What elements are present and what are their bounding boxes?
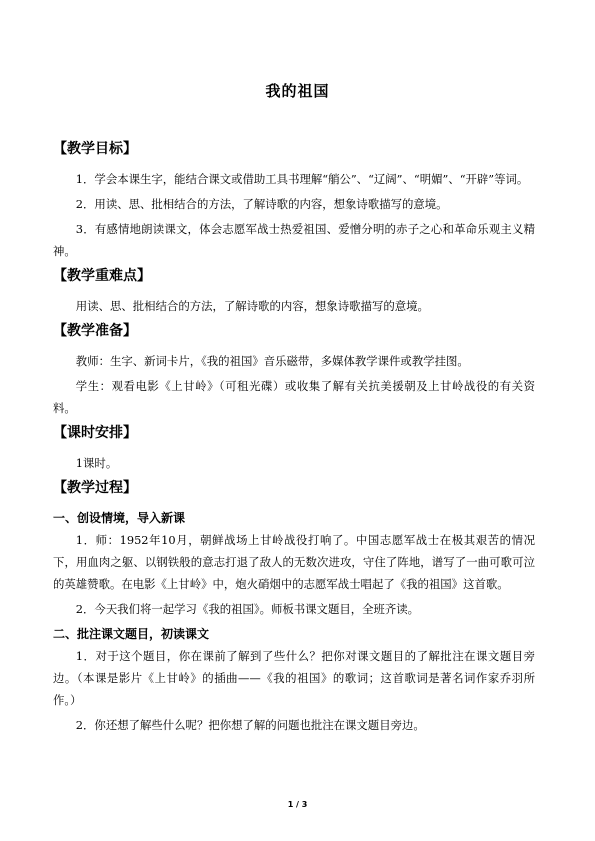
section-goals: [53, 138, 535, 262]
section-keypoints: [53, 265, 535, 317]
document-body: [53, 138, 535, 739]
subsection-heading: 二、批注课文题目，初读课文: [53, 627, 210, 641]
paragraph: 2．用读、思、批相结合的方法，了解诗歌的内容，想象诗歌描写的意境。: [75, 197, 448, 211]
paragraph: 3．有感情地朗读课文，体会志愿军战士热爱祖国、爱憎分明的赤子之心和革命乐观主义精神。: [53, 222, 535, 258]
paragraph: 1．师：1952年10月，朝鲜战场上甘岭战役打响了。中国志愿军战士在极其艰苦的情况下，用血肉之躯、以钢铁般的意志打退了敌人的无数次进攻，守住了阵地，谱写了一曲可歌可泣的英雄赞歌。在电影《上甘岭》中，炮火硝烟中的志愿军战士唱起了《我的祖国》这首歌。: [53, 533, 535, 591]
section-heading: 【教学准备】: [53, 323, 137, 339]
paragraph: 教师：生字、新词卡片，《我的祖国》音乐磁带，多媒体教学课件或教学挂图。: [75, 354, 469, 368]
section-schedule: [53, 422, 535, 474]
page-number: 1 / 3: [287, 800, 308, 809]
paragraph: 1课时。: [75, 456, 118, 470]
paragraph: 2．今天我们将一起学习《我的祖国》。师板书课文题目，全班齐读。: [75, 602, 420, 616]
paragraph: 1．对于这个题目，你在课前了解到了些什么？把你对课文题目的了解批注在课文题目旁边。（本课是影片《上甘岭》的插曲——《我的祖国》的歌词；这首歌词是著名词作家乔羽所作。）: [53, 649, 535, 707]
subsection-heading: 一、创设情境，导入新课: [53, 511, 186, 525]
paragraph: 1．学会本课生字，能结合课文或借助工具书理解“艄公”、“辽阔”、“明媚”、“开辟”等词。: [75, 172, 529, 186]
section-process: [53, 477, 535, 736]
paragraph: 学生：观看电影《上甘岭》（可租光碟）或收集了解有关抗美援朝及上甘岭战役的有关资料。: [53, 379, 535, 415]
section-heading: 【课时安排】: [53, 425, 137, 441]
paragraph: 用读、思、批相结合的方法，了解诗歌的内容，想象诗歌描写的意境。: [75, 299, 429, 313]
paragraph: 2．你还想了解些什么呢？把你想了解的问题也批注在课文题目旁边。: [75, 718, 425, 732]
section-heading: 【教学目标】: [53, 141, 137, 157]
section-heading: 【教学重难点】: [53, 268, 151, 284]
section-heading: 【教学过程】: [53, 480, 137, 496]
section-prep: [53, 320, 535, 419]
page-title: 我的祖国: [265, 82, 330, 100]
